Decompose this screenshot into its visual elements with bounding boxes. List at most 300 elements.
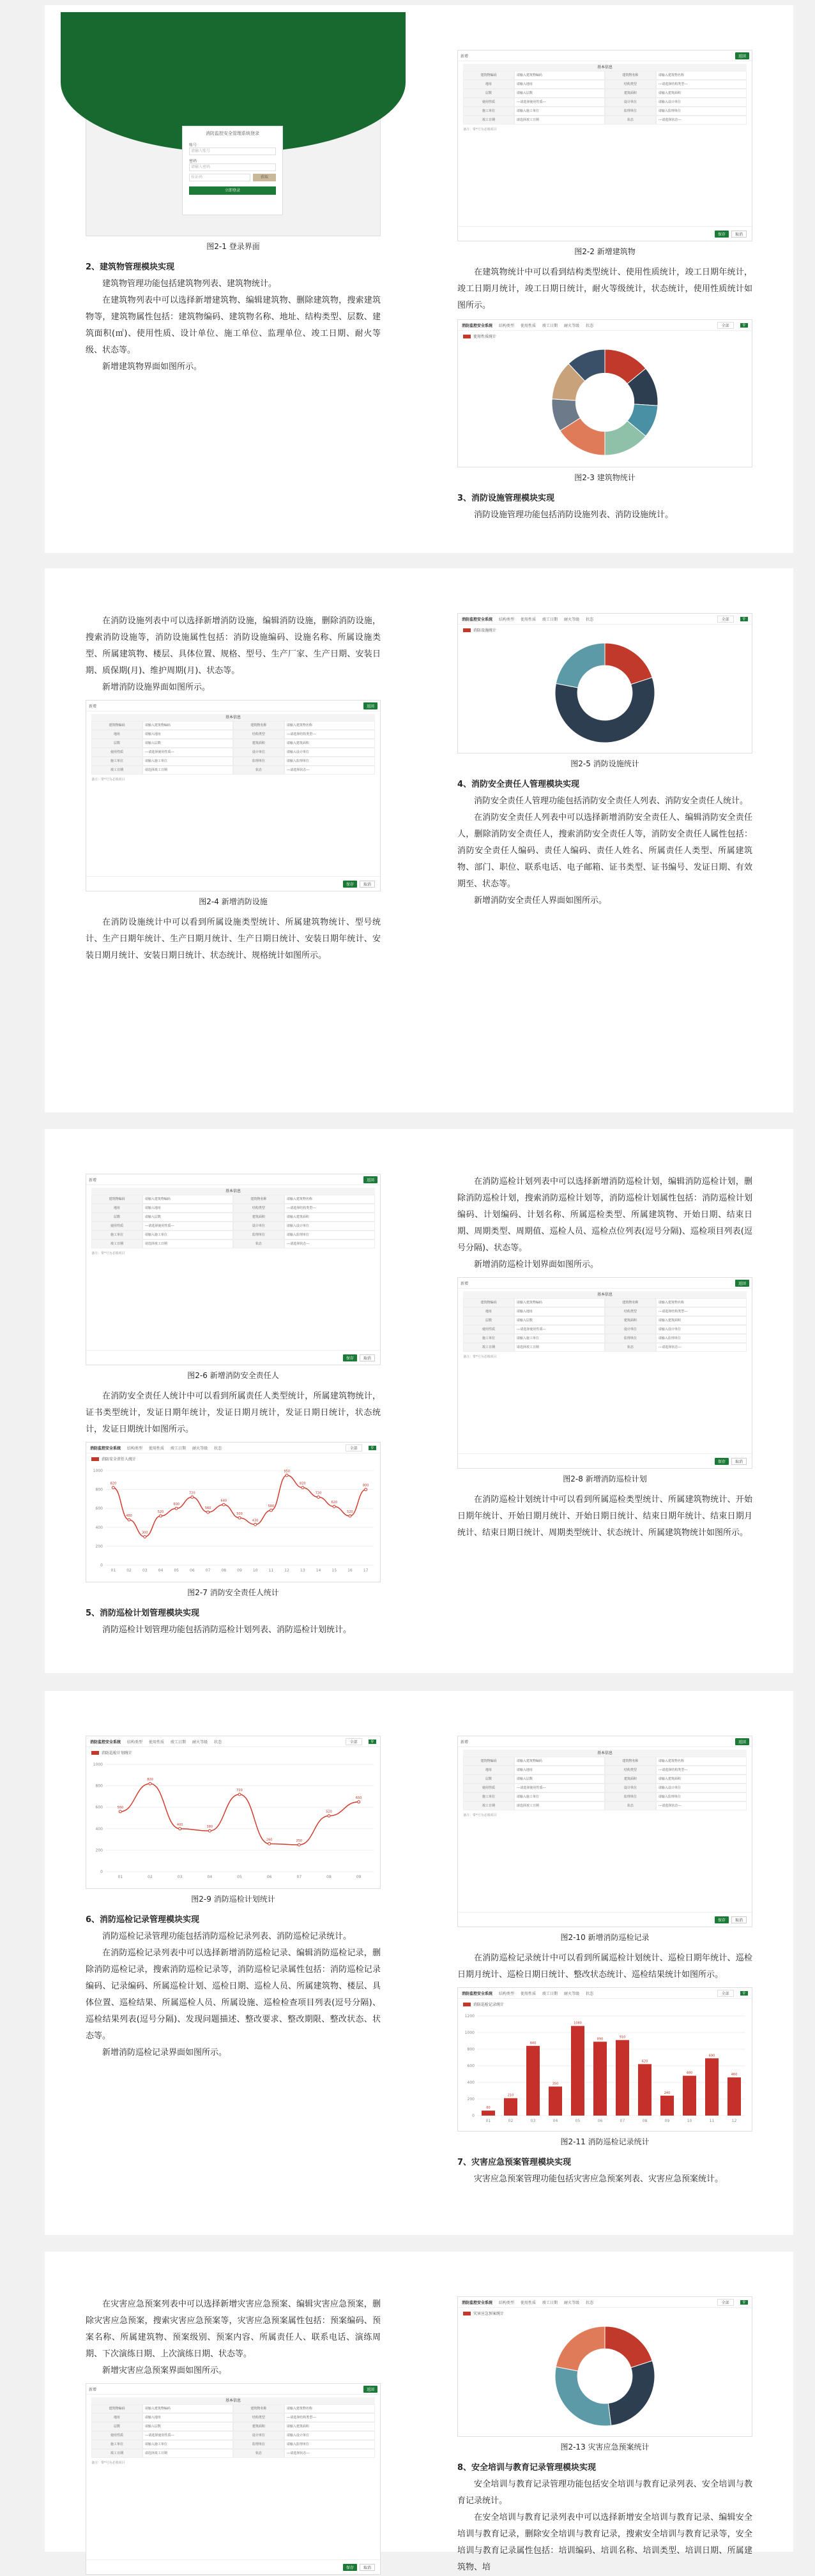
field-label: 竣工日期	[91, 766, 142, 775]
filter-tab[interactable]: 使用性质	[149, 1739, 165, 1745]
field-input[interactable]: 请输入设计单位	[656, 98, 747, 107]
field-label: 地址	[463, 1766, 514, 1775]
form-top-title: 新增	[89, 2387, 97, 2392]
y-tick-label: 1200	[464, 2014, 475, 2019]
section-title: 5、消防巡检计划管理模块实现	[86, 1609, 200, 1618]
field-select[interactable]: ---请选择结构类型---	[656, 80, 747, 89]
field-label: 使用性质	[463, 1325, 514, 1334]
search-icon[interactable]: ⚲	[740, 323, 748, 328]
field-input[interactable]: 请输入地址	[514, 1766, 605, 1775]
field-select[interactable]: ---请选择使用性质---	[142, 1222, 233, 1231]
field-input[interactable]: 请输入层数	[142, 1213, 233, 1222]
field-label: 建筑物名称	[605, 71, 656, 80]
cancel-button[interactable]: 取消	[731, 231, 747, 238]
field-label: 层数	[91, 739, 142, 748]
data-point	[349, 1515, 351, 1517]
filter-tab[interactable]: 结构类型	[127, 1446, 143, 1451]
field-input[interactable]: 请输入层数	[142, 2422, 233, 2431]
data-label: 950	[284, 1469, 290, 1474]
chart-brand: 消防监控安全系统	[462, 617, 493, 622]
data-point	[254, 1523, 257, 1526]
x-tick-label: 11	[709, 2119, 715, 2123]
field-input[interactable]: 请输入建筑物编码	[514, 71, 605, 80]
filter-tab[interactable]: 结构类型	[499, 1991, 515, 1996]
search-icon[interactable]: ⚲	[740, 2300, 748, 2305]
chart-brand: 消防监控安全系统	[462, 2300, 493, 2305]
field-input[interactable]: 请输入建筑物名称	[656, 1757, 747, 1766]
form-action-bar	[458, 1912, 752, 1927]
field-input[interactable]: 请输入监理单位	[656, 107, 747, 116]
filter-tab[interactable]: 耐火等级	[192, 1446, 208, 1451]
save-button[interactable]: 保存	[715, 1458, 729, 1465]
back-button[interactable]: 返回	[363, 1176, 377, 1183]
field-select[interactable]: ---请选择使用性质---	[142, 748, 233, 757]
field-select[interactable]: ---请选择结构类型---	[284, 730, 375, 739]
field-input[interactable]: 请输入建筑物编码	[514, 1298, 605, 1307]
filter-tab[interactable]: 竣工日期	[542, 1991, 558, 1996]
field-select[interactable]: ---请选择使用性质---	[514, 98, 605, 107]
field-input[interactable]: 请输入设计单位	[284, 2431, 375, 2440]
field-select[interactable]: ---请选择状态---	[656, 1801, 747, 1810]
field-select[interactable]: ---请选择状态---	[284, 2449, 375, 2458]
pie-slice	[608, 2361, 655, 2425]
data-label: 350	[552, 2082, 559, 2086]
field-label: 状态	[605, 1343, 656, 1352]
form-topbar	[86, 2384, 380, 2395]
field-label: 竣工日期	[463, 1801, 514, 1810]
chart-brand: 消防监控安全系统	[462, 1991, 493, 1996]
field-label: 设计单位	[233, 2431, 284, 2440]
field-input[interactable]: 请输入施工单位	[514, 107, 605, 116]
x-tick-label: 02	[148, 1875, 153, 1879]
save-button[interactable]: 保存	[343, 1354, 357, 1361]
field-label: 建筑物编码	[91, 2404, 142, 2413]
field-input[interactable]: 请输入施工单位	[142, 1231, 233, 1239]
field-label: 状态	[605, 1801, 656, 1810]
filter-tab[interactable]: 耐火等级	[564, 323, 580, 328]
chart-brand: 消防监控安全系统	[90, 1739, 121, 1745]
chart-title: 灾害应急预案统计	[473, 2312, 505, 2316]
cancel-button[interactable]: 取消	[731, 1916, 747, 1923]
chart-title: 消防巡检计划统计	[102, 1751, 133, 1755]
filter-select[interactable]: 全部	[346, 1738, 362, 1745]
form-top-title: 新增	[461, 54, 469, 59]
section-title: 4、消防安全责任人管理模块实现	[457, 780, 580, 789]
field-input[interactable]: 请输入建筑面积	[284, 2422, 375, 2431]
form-top-title: 新增	[461, 1739, 469, 1745]
data-point	[365, 1489, 367, 1491]
field-input[interactable]: 请输入建筑面积	[656, 1316, 747, 1325]
y-tick-label: 400	[95, 1826, 103, 1831]
bar	[616, 2040, 629, 2116]
x-tick-label: 09	[664, 2119, 670, 2123]
filter-tab[interactable]: 使用性质	[521, 323, 537, 328]
back-button[interactable]: 返回	[363, 2386, 377, 2393]
field-input[interactable]: 请输入地址	[142, 1204, 233, 1213]
filter-tab[interactable]: 状态	[586, 323, 594, 328]
section-title: 3、消防设施管理模块实现	[457, 494, 555, 503]
password-input[interactable]: 请输入密码	[189, 163, 276, 171]
figure-caption: 图2-3 建筑物统计	[574, 473, 636, 482]
x-tick-label: 03	[530, 2119, 536, 2123]
save-button[interactable]: 保存	[715, 231, 729, 238]
field-select[interactable]: ---请选择结构类型---	[656, 1307, 747, 1316]
filter-tab[interactable]: 竣工日期	[542, 323, 558, 328]
field-label: 建筑物名称	[605, 1298, 656, 1307]
field-input[interactable]: 请输入层数	[514, 89, 605, 98]
pie-slice	[555, 678, 655, 743]
back-button[interactable]: 返回	[735, 1280, 749, 1287]
document-page-4	[416, 568, 793, 1112]
save-button[interactable]: 保存	[715, 1916, 729, 1923]
section-title: 8、安全培训与教育记录管理模块实现	[457, 2463, 597, 2473]
field-input[interactable]: 请输入施工单位	[514, 1792, 605, 1801]
search-icon[interactable]: ⚲	[369, 1446, 376, 1450]
field-label: 施工单位	[91, 2440, 142, 2449]
data-point	[159, 1515, 162, 1517]
field-label: 监理单位	[233, 1231, 284, 1239]
field-label: 监理单位	[233, 2440, 284, 2449]
field-select[interactable]: ---请选择使用性质---	[142, 2431, 233, 2440]
x-tick-label: 04	[552, 2119, 558, 2123]
field-label: 结构类型	[605, 80, 656, 89]
field-label: 建筑物编码	[463, 1757, 514, 1766]
data-label: 820	[147, 1778, 153, 1782]
field-input[interactable]: 请输入建筑物编码	[142, 1195, 233, 1204]
form-action-bar	[86, 2559, 380, 2574]
field-select[interactable]: ---请选择状态---	[284, 1239, 375, 1248]
field-select[interactable]: ---请选择结构类型---	[284, 1204, 375, 1213]
filter-tab[interactable]: 耐火等级	[564, 1991, 580, 1996]
y-tick-label: 800	[95, 1487, 103, 1492]
field-label: 状态	[233, 1239, 284, 1248]
field-label: 设计单位	[605, 98, 656, 107]
field-input[interactable]: 请输入设计单位	[284, 1222, 375, 1231]
filter-tab[interactable]: 结构类型	[499, 323, 515, 328]
form-topbar	[458, 1736, 752, 1747]
filter-tab[interactable]: 使用性质	[149, 1446, 165, 1451]
form-note: 备注：带*号为必填项目	[463, 1814, 497, 1817]
y-tick-label: 200	[467, 2097, 475, 2102]
filter-select[interactable]: 全部	[717, 2299, 734, 2306]
field-label: 建筑物编码	[463, 71, 514, 80]
search-icon[interactable]: ⚲	[740, 1991, 748, 1996]
field-input[interactable]: 请输入监理单位	[656, 1334, 747, 1343]
field-input[interactable]: 请输入建筑面积	[656, 1775, 747, 1784]
data-label: 400	[176, 1822, 183, 1827]
y-tick-label: 400	[95, 1525, 103, 1530]
filter-tab[interactable]: 结构类型	[499, 617, 515, 622]
save-button[interactable]: 保存	[343, 881, 357, 888]
captcha-button[interactable]: 获取	[253, 174, 276, 181]
field-input[interactable]: 请输入地址	[514, 80, 605, 89]
paragraph: 消防巡检记录管理功能包括消防巡检记录列表、消防巡检记录统计。	[102, 1932, 352, 1941]
back-button[interactable]: 返回	[735, 1738, 749, 1745]
filter-select[interactable]: 全部	[717, 616, 734, 623]
field-input[interactable]: 请输入建筑面积	[284, 739, 375, 748]
filter-tab[interactable]: 耐火等级	[192, 1739, 208, 1745]
form-section-title: 基本信息	[463, 1750, 747, 1757]
y-tick-label: 200	[95, 1544, 103, 1549]
data-label: 800	[362, 1483, 369, 1488]
field-input[interactable]: 请输入监理单位	[284, 1231, 375, 1239]
field-select[interactable]: ---请选择使用性质---	[514, 1325, 605, 1334]
form-screenshot	[86, 700, 381, 891]
filter-select[interactable]: 全部	[717, 1990, 734, 1997]
document-page-9	[45, 2252, 422, 2570]
data-point	[175, 1507, 178, 1510]
field-input[interactable]: 请输入地址	[514, 1307, 605, 1316]
paragraph: 在安全培训与教育记录列表中可以选择新增安全培训与教育记录、编辑安全培训与教育记录，删除安全培训与教育记录，搜索安全培训与教育记录等，安全培训与教育记录属性包括：培训编码、培训名称、培训类型、培训日期、所属建筑物、培	[457, 2513, 752, 2572]
back-button[interactable]: 返回	[363, 702, 377, 709]
form-screenshot	[86, 1174, 381, 1365]
field-label: 竣工日期	[463, 116, 514, 125]
chart-screenshot	[86, 1442, 381, 1582]
paragraph: 在建筑物列表中可以选择新增建筑物、编辑建筑物、删除建筑物，搜索建筑物等，建筑物属性包括：建筑物编码、建筑物名称、地址、结构类型、层数、建筑面积(㎡)、使用性质、设计单位、施工单位、监理单位、竣工日期、耐火等级、状态等。	[86, 296, 381, 355]
field-label: 地址	[91, 2413, 142, 2422]
field-input[interactable]: 请输入施工单位	[142, 757, 233, 766]
field-input[interactable]: 请输入监理单位	[284, 2440, 375, 2449]
field-input[interactable]: 请输入建筑物名称	[656, 1298, 747, 1307]
data-point	[328, 1815, 330, 1817]
field-label: 监理单位	[605, 107, 656, 116]
field-label: 层数	[91, 2422, 142, 2431]
figure-caption: 图2-7 消防安全责任人统计	[187, 1588, 279, 1597]
filter-tab[interactable]: 使用性质	[521, 1991, 537, 1996]
data-label: 620	[641, 2059, 648, 2064]
y-tick-label: 600	[95, 1805, 103, 1810]
field-input[interactable]: 请输入建筑物名称	[284, 721, 375, 730]
data-label: 240	[664, 2091, 671, 2095]
x-tick-label: 07	[296, 1875, 302, 1879]
field-label: 状态	[233, 2449, 284, 2458]
chart-screenshot	[457, 319, 752, 467]
form-note: 备注：带*号为必填项目	[463, 1355, 497, 1359]
form-action-bar	[86, 876, 380, 891]
field-input[interactable]: 请输入监理单位	[656, 1792, 747, 1801]
filter-tab[interactable]: 耐火等级	[564, 617, 580, 622]
data-point	[333, 1505, 335, 1508]
x-tick-label: 01	[485, 2119, 491, 2123]
field-input[interactable]: 请输入建筑面积	[284, 1213, 375, 1222]
filter-tab[interactable]: 使用性质	[521, 2300, 537, 2305]
field-label: 建筑物名称	[233, 2404, 284, 2413]
filter-select[interactable]: 全部	[717, 322, 734, 329]
field-input[interactable]: 请输入设计单位	[284, 748, 375, 757]
field-input[interactable]: 请输入层数	[514, 1316, 605, 1325]
x-tick-label: 10	[687, 2119, 692, 2123]
figure-caption: 图2-5 消防设施统计	[570, 759, 639, 768]
field-input[interactable]: 请输入地址	[142, 730, 233, 739]
paragraph: 在消防巡检记录列表中可以选择新增消防巡检记录、编辑消防巡检记录，删除消防巡检记录，搜索消防巡检记录等，消防巡检记录属性包括：消防巡检记录编码、记录编码、所属巡检计划、巡检日期、巡检人员、所属建筑物、楼层、具体位置、巡检结果、所属巡检人员、所属设施、巡检检查项目列表(逗号分隔)、巡检结果列表(逗号分隔)、发现问题描述、整改要求、整改期限、整改状态、状态等。	[86, 1948, 381, 2041]
pie-slice	[555, 2367, 611, 2426]
x-tick-label: 10	[252, 1568, 258, 1573]
field-input[interactable]: 请输入建筑物编码	[514, 1757, 605, 1766]
filter-select[interactable]: 全部	[346, 1444, 362, 1451]
filter-tab[interactable]: 状态	[586, 617, 594, 622]
filter-tab[interactable]: 竣工日期	[171, 1446, 187, 1451]
form-grid	[463, 1757, 747, 1810]
filter-tab[interactable]: 状态	[214, 1739, 222, 1745]
field-input[interactable]: 请选择竣工日期	[514, 116, 605, 125]
field-input[interactable]: 请输入建筑物名称	[284, 2404, 375, 2413]
x-tick-label: 01	[118, 1875, 123, 1879]
inspection-plan-line-chart	[86, 1758, 380, 1886]
field-input[interactable]: 请输入建筑面积	[656, 89, 747, 98]
field-input[interactable]: 请输入建筑物名称	[656, 71, 747, 80]
field-input[interactable]: 请输入层数	[514, 1775, 605, 1784]
search-icon[interactable]: ⚲	[740, 617, 748, 621]
field-label: 使用性质	[91, 748, 142, 757]
field-input[interactable]: 请选择竣工日期	[142, 766, 233, 775]
form-screenshot	[457, 1736, 752, 1927]
field-label: 监理单位	[605, 1792, 656, 1801]
filter-tab[interactable]: 竣工日期	[171, 1739, 187, 1745]
account-input[interactable]: 请输入账号	[189, 148, 276, 155]
filter-tab[interactable]: 状态	[586, 2300, 594, 2305]
data-label: 210	[507, 2093, 514, 2098]
login-button[interactable]: 立即登录	[189, 186, 276, 195]
field-input[interactable]: 请输入地址	[142, 2413, 233, 2422]
chart-legend	[86, 1453, 380, 1464]
field-input[interactable]: 请输入监理单位	[284, 757, 375, 766]
paragraph: 新增消防巡检记录界面如图所示。	[102, 2048, 227, 2057]
x-tick-label: 05	[575, 2119, 581, 2123]
data-point	[119, 1810, 121, 1813]
figure-caption: 图2-9 消防巡检计划统计	[191, 1895, 275, 1904]
filter-tab[interactable]: 状态	[214, 1446, 222, 1451]
paragraph: 消防安全责任人管理功能包括消防安全责任人列表、消防安全责任人统计。	[474, 796, 749, 806]
field-input[interactable]: 请输入层数	[142, 739, 233, 748]
data-point	[222, 1503, 225, 1506]
form-section-title: 基本信息	[91, 1188, 375, 1195]
filter-tab[interactable]: 耐火等级	[564, 2300, 580, 2305]
cancel-button[interactable]: 取消	[360, 881, 375, 888]
field-label: 地址	[91, 1204, 142, 1213]
form-screenshot	[457, 50, 752, 241]
filter-tab[interactable]: 结构类型	[499, 2300, 515, 2305]
x-tick-label: 03	[142, 1568, 148, 1573]
data-point	[286, 1474, 288, 1476]
x-tick-label: 08	[326, 1875, 331, 1879]
x-tick-label: 17	[363, 1568, 369, 1573]
data-point	[149, 1782, 151, 1785]
field-select[interactable]: ---请选择结构类型---	[656, 1766, 747, 1775]
field-input[interactable]: 请输入施工单位	[142, 2440, 233, 2449]
chart-header	[458, 614, 752, 625]
captcha-input[interactable]: 验证码	[189, 174, 250, 181]
document-page-5	[45, 1129, 422, 1673]
y-tick-label: 1000	[464, 2031, 475, 2035]
document-page-7	[45, 1691, 422, 2235]
x-tick-label: 05	[174, 1568, 179, 1573]
field-input[interactable]: 请输入施工单位	[514, 1334, 605, 1343]
field-label: 层数	[463, 1316, 514, 1325]
paragraph: 在消防巡检记录统计中可以看到所属巡检计划统计、巡检日期年统计、巡检日期月统计、巡检日期日统计、整改状态统计、巡检结果统计如图所示。	[457, 1953, 752, 1980]
field-input[interactable]: 请输入建筑物编码	[142, 721, 233, 730]
chart-legend	[458, 625, 752, 635]
field-input[interactable]: 请输入设计单位	[656, 1784, 747, 1792]
chart-screenshot	[457, 1987, 752, 2132]
document-page-10	[416, 2252, 793, 2572]
data-label: 460	[731, 2073, 738, 2077]
field-label: 结构类型	[233, 730, 284, 739]
field-input[interactable]: 请选择竣工日期	[142, 2449, 233, 2458]
filter-tab[interactable]: 结构类型	[127, 1739, 143, 1745]
paragraph: 建筑物管理功能包括建筑物列表、建筑物统计。	[102, 279, 277, 289]
x-tick-label: 09	[356, 1875, 362, 1879]
form-note: 备注：带*号为必填项目	[91, 2461, 125, 2465]
field-input[interactable]: 请输入建筑物名称	[284, 1195, 375, 1204]
data-label: 650	[355, 1796, 362, 1800]
field-input[interactable]: 请选择竣工日期	[142, 1239, 233, 1248]
field-select[interactable]: ---请选择状态---	[656, 1343, 747, 1352]
field-select[interactable]: ---请选择状态---	[284, 766, 375, 775]
filter-tab[interactable]: 竣工日期	[542, 617, 558, 622]
paragraph: 在消防巡检计划统计中可以看到所属巡检类型统计、所属建筑物统计、开始日期年统计、开始日期月统计、开始日期日统计、结束日期年统计、结束日期月统计、结束日期日统计、周期类型统计、状态统计、所属建筑物统计如图所示。	[457, 1495, 752, 1538]
bar	[638, 2064, 651, 2116]
field-select[interactable]: ---请选择结构类型---	[284, 2413, 375, 2422]
field-label: 竣工日期	[91, 1239, 142, 1248]
cancel-button[interactable]: 取消	[360, 2564, 375, 2571]
data-point	[207, 1511, 209, 1513]
data-label: 620	[331, 1501, 338, 1505]
data-label: 560	[117, 1805, 124, 1810]
filter-tab[interactable]: 竣工日期	[542, 2300, 558, 2305]
filter-tab[interactable]: 状态	[586, 1991, 594, 1996]
bar	[683, 2076, 696, 2116]
field-select[interactable]: ---请选择使用性质---	[514, 1784, 605, 1792]
data-point	[144, 1536, 146, 1538]
x-tick-label: 12	[284, 1568, 289, 1573]
field-input[interactable]: 请选择竣工日期	[514, 1801, 605, 1810]
cancel-button[interactable]: 取消	[731, 1458, 747, 1465]
facility-donut	[458, 635, 752, 750]
data-label: 820	[300, 1481, 306, 1486]
emergency-plan-donut	[458, 2319, 752, 2434]
x-tick-label: 15	[331, 1568, 337, 1573]
save-button[interactable]: 保存	[343, 2564, 357, 2571]
field-label: 结构类型	[233, 1204, 284, 1213]
field-input[interactable]: 请选择竣工日期	[514, 1343, 605, 1352]
form-note: 备注：带*号为必填项目	[91, 1252, 125, 1255]
field-label: 建筑物名称	[605, 1757, 656, 1766]
paragraph: 在消防巡检计划列表中可以选择新增消防巡检计划，编辑消防巡检计划，删除消防巡检计划，搜索消防巡检计划等，消防巡检计划属性包括：消防巡检计划编码、计划编码、计划名称、所属巡检类型、所属建筑物、开始日期、结束日期、周期类型、周期值、巡检人员、巡检点位列表(逗号分隔)、巡检项目列表(逗号分隔)、状态等。	[457, 1177, 752, 1253]
field-label: 结构类型	[605, 1766, 656, 1775]
back-button[interactable]: 返回	[735, 52, 749, 59]
field-select[interactable]: ---请选择状态---	[656, 116, 747, 125]
field-label: 建筑物名称	[233, 1195, 284, 1204]
data-label: 720	[315, 1491, 322, 1496]
field-label: 施工单位	[91, 757, 142, 766]
data-label: 820	[110, 1481, 117, 1486]
search-icon[interactable]: ⚲	[369, 1739, 376, 1744]
form-section-title: 基本信息	[463, 1291, 747, 1298]
filter-tab[interactable]: 使用性质	[521, 617, 537, 622]
field-label: 竣工日期	[91, 2449, 142, 2458]
x-tick-label: 06	[597, 2119, 603, 2123]
paragraph: 灾害应急预案管理功能包括灾害应急预案列表、灾害应急预案统计。	[474, 2174, 724, 2184]
section-title: 2、建筑物管理模块实现	[86, 262, 175, 272]
field-label: 建筑物编码	[463, 1298, 514, 1307]
document-page-6	[416, 1129, 793, 1673]
data-label: 1080	[574, 2021, 582, 2026]
cancel-button[interactable]: 取消	[360, 1354, 375, 1361]
data-label: 380	[206, 1825, 213, 1830]
field-input[interactable]: 请输入设计单位	[656, 1325, 747, 1334]
field-input[interactable]: 请输入建筑物编码	[142, 2404, 233, 2413]
pie-slice	[605, 2326, 652, 2368]
